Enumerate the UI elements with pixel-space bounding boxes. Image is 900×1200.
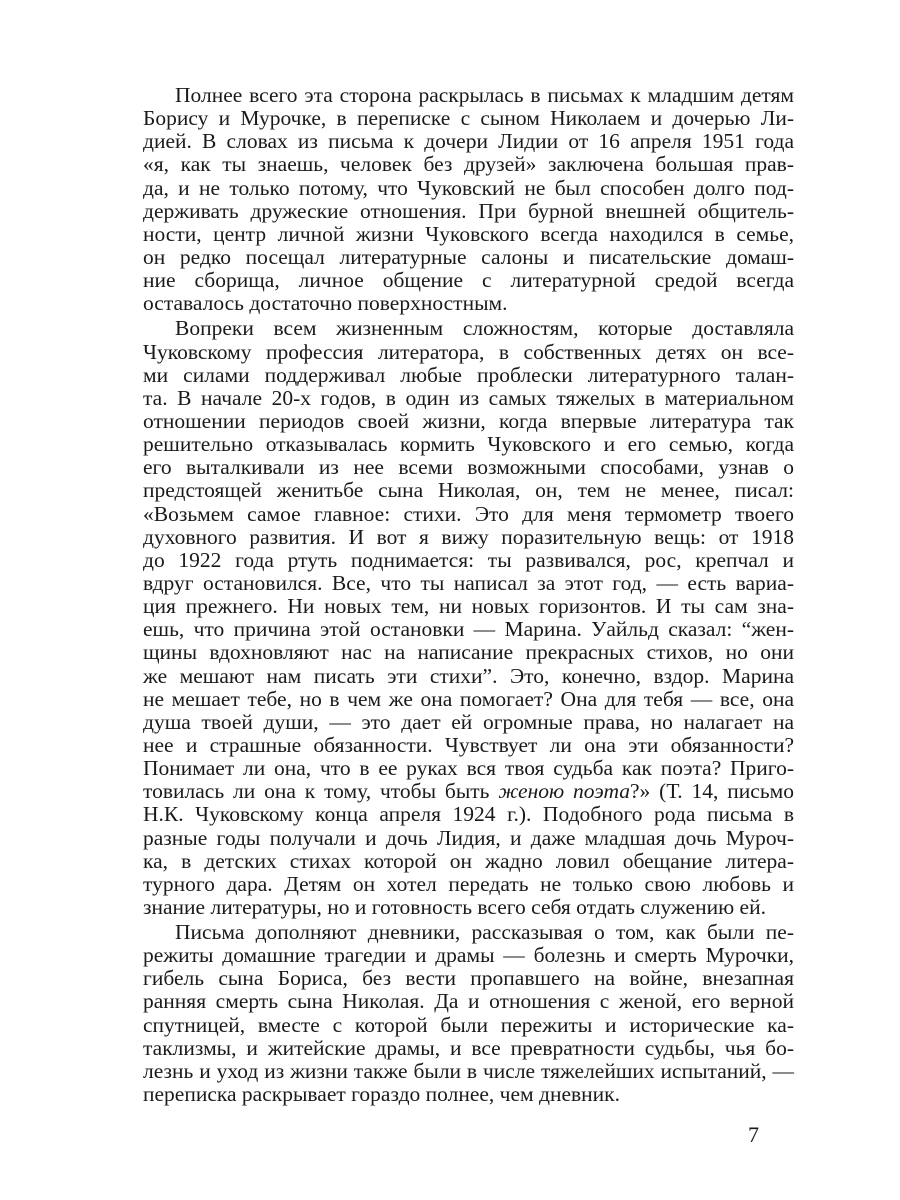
text-line: переписка раскрывает гораздо полнее, чем дневник. [143,1082,620,1107]
text-line: ция прежнего. Ни новых тем, ни новых горизонтов. И ты сам зна- [143,594,794,619]
text-line: да, и не только потому, что Чуковский не был способен долго под- [143,175,794,200]
text-line: Н.К. Чуковскому конца апреля 1924 г.). Подобного рода письма в [143,802,794,827]
page-body [143,84,794,1106]
text-line: Чуковскому профессия литератора, в собственных детях он все- [143,339,794,364]
text-line: предстоящей женитьбе сына Николая, он, тем не менее, писал: [143,478,794,503]
paragraph [143,317,794,919]
text-line: он редко посещал литературные салоны и писательские домаш- [143,244,794,269]
text-line: Вопреки всем жизненным сложностям, которые доставляла [175,316,794,341]
text-line: до 1922 года ртуть поднимается: ты развивался, рос, крепчал и [143,547,794,572]
text-line: отношении периодов своей жизни, когда впервые литература так [143,408,794,433]
text-line: таклизмы, и житейские драмы, и все превратности судьбы, чья бо- [143,1035,794,1060]
text-line: не мешает тебе, но в чем же она помогает? Она для тебя — все, она [143,686,794,711]
text-line: его выталкивали из нее всеми возможными способами, узнав о [143,455,794,480]
text-line: ешь, что причина этой остановки — Марина. Уайльд сказал: “жен- [143,617,794,642]
text-line: дией. В словах из письма к дочери Лидии от 16 апреля 1951 года [143,129,794,154]
text-line: «Возьмем самое главное: стихи. Это для меня термометр твоего [143,501,794,526]
text-line: оставалось достаточно поверхностным. [143,291,508,316]
page-number: 7 [748,1122,759,1147]
text-line: та. В начале 20-х годов, в один из самых тяжелых в материальном [143,385,794,410]
text-span: товилась ли она к тому, чтобы быть [143,779,499,804]
text-line [143,780,794,803]
text-line: разные годы получали и дочь Лидия, и даже младшая дочь Муроч- [143,825,794,850]
paragraph [143,84,794,315]
text-line: спутницей, вместе с которой были пережиты и исторические ка- [143,1012,794,1037]
text-line: решительно отказывалась кормить Чуковского и его семью, когда [143,432,794,457]
text-line: же мешают нам писать эти стихи”. Это, конечно, вздор. Марина [143,663,794,688]
text-line: ранняя смерть сына Николая. Да и отношения с женой, его верной [143,989,794,1014]
text-line: нее и страшные обязанности. Чувствует ли она эти обязанности? [143,732,794,757]
text-line: ка, в детских стихах которой он жадно ловил обещание литера- [143,848,794,873]
text-line: гибель сына Бориса, без вести пропавшего на войне, внезапная [143,966,794,991]
text-line: Понимает ли она, что в ее руках вся твоя судьба как поэта? Приго- [143,756,794,781]
text-line: щины вдохновляют нас на написание прекрасных стихов, но они [143,640,794,665]
text-line: знание литературы, но и готовность всего себя отдать служению ей. [143,894,766,919]
text-line: ми силами поддерживал любые проблески литературного талан- [143,362,794,387]
italic-text: женою поэта [498,779,630,804]
text-line: Письма дополняют дневники, рассказывая о том, как были пе- [175,920,794,945]
text-line: держивать дружеские отношения. При бурной внешней общитель- [143,198,794,223]
text-line: Полнее всего эта сторона раскрылась в письмах к младшим детям [175,83,794,107]
text-line: вдруг остановился. Все, что ты написал за этот год, — есть вариа- [143,570,794,595]
text-span: ?» (Т. 14, письмо [630,779,794,804]
text-line: Борису и Мурочке, в переписке с сыном Николаем и дочерью Ли- [143,106,794,131]
text-line: «я, как ты знаешь, человек без друзей» заключена большая прав- [143,152,794,177]
text-line: турного дара. Детям он хотел передать не только свою любовь и [143,871,794,896]
text-line: ние сборища, личное общение с литературной средой всегда [143,268,794,293]
text-line: лезнь и уход из жизни также были в числе тяжелейших испытаний, — [143,1058,794,1083]
paragraph [143,921,794,1106]
text-line: душа твоей души, — это дает ей огромные права, но налагает на [143,709,794,734]
text-line: режиты домашние трагедии и драмы — болезнь и смерть Мурочки, [143,943,794,968]
text-line: духовного развития. И вот я вижу поразительную вещь: от 1918 [143,524,794,549]
text-line: ности, центр личной жизни Чуковского всегда находился в семье, [143,221,794,246]
